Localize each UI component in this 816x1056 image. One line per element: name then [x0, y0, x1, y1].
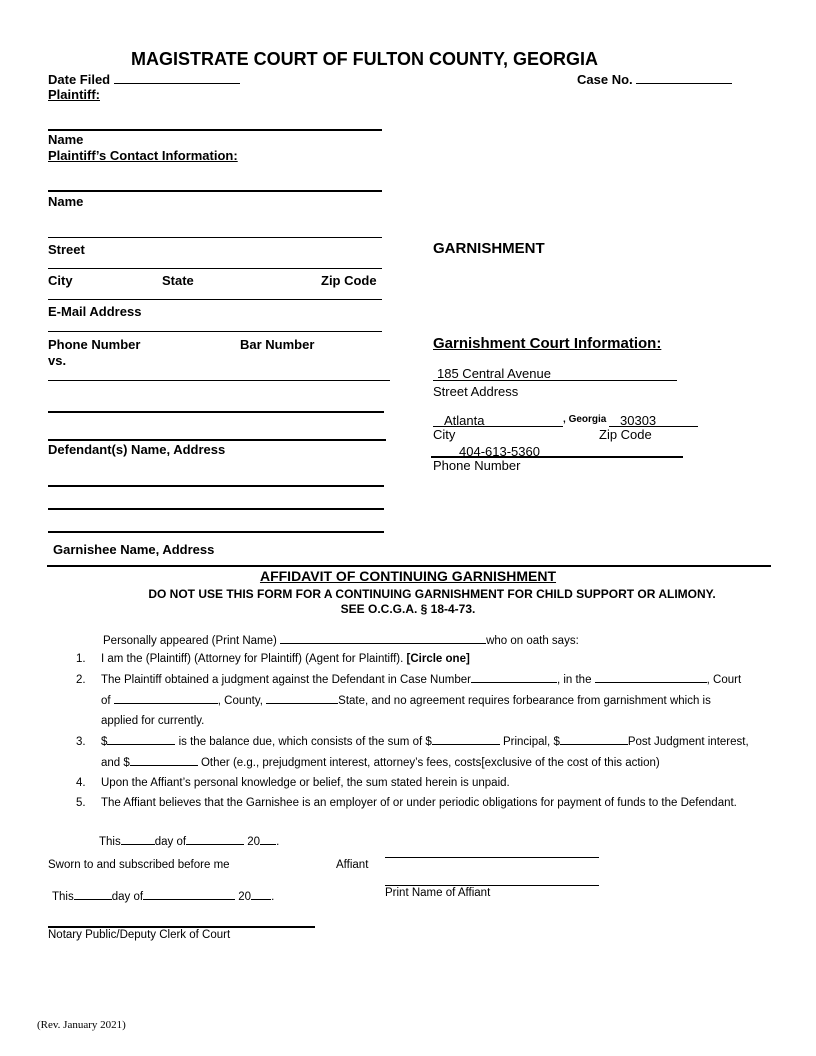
court-title: MAGISTRATE COURT OF FULTON COUNTY, GEORGIA [131, 49, 598, 69]
court-zip-value: 30303 [620, 413, 657, 428]
item-1-circle-one: [Circle one] [406, 653, 470, 665]
balance-due-blank[interactable] [107, 732, 175, 745]
plaintiff-heading: Plaintiff: [48, 87, 100, 102]
contact-name-line[interactable] [48, 190, 382, 192]
garnishee-line-1[interactable] [48, 485, 384, 487]
item-2-number: 2. [76, 674, 86, 686]
affidavit-title: AFFIDAVIT OF CONTINUING GARNISHMENT [259, 568, 557, 584]
principal-blank[interactable] [432, 732, 500, 745]
appeared-line [103, 631, 579, 647]
court-phone-value: 404-613-5360 [459, 444, 540, 459]
affidavit-warning-line-1: DO NOT USE THIS FORM FOR A CONTINUING GARNISHMENT FOR CHILD SUPPORT OR ALIMONY. [148, 587, 716, 601]
defendant-line-3[interactable] [48, 439, 386, 441]
court-street-value: 185 Central Avenue [437, 366, 551, 381]
court-city-label: City [433, 427, 456, 442]
date-filed-label: Date Filed [48, 72, 111, 87]
garnishee-line-3[interactable] [48, 531, 384, 533]
city-state-zip-line[interactable] [48, 268, 382, 269]
item-2-line-3: applied for currently. [101, 715, 205, 727]
item-5-number: 5. [76, 797, 86, 809]
item-5-text: The Affiant believes that the Garnishee is an employer of or under periodic obligations for payment of funds to the Defendant. [101, 797, 737, 809]
item-3 [101, 732, 769, 773]
item-3-line-2: and $ Other (e.g., prejudgment interest, attorney’s fees, costs[exclusive of the cost of this action) [101, 753, 769, 774]
case-no-label: Case No. [577, 72, 633, 87]
date-filed-field[interactable] [48, 71, 240, 87]
section-divider [47, 565, 771, 567]
email-label: E-Mail Address [48, 304, 142, 319]
item-2-line-1: The Plaintiff obtained a judgment against the Defendant in Case Number , in the , Court [101, 670, 769, 691]
county-blank[interactable] [114, 691, 218, 704]
affiant-date-line: This day of 20 . [99, 832, 279, 848]
zip-label: Zip Code [321, 273, 377, 288]
item-4-number: 4. [76, 777, 86, 789]
contact-name-label: Name [48, 194, 84, 209]
print-name-affiant-label: Print Name of Affiant [385, 887, 491, 899]
court-street-label: Street Address [433, 384, 519, 399]
affiant-month-blank[interactable] [186, 832, 244, 845]
phone-bar-line[interactable] [48, 331, 382, 332]
item-3-line-1: $ is the balance due, which consists of the sum of $ Principal, $ Post Judgment interest, [101, 732, 769, 753]
defendant-line-1[interactable] [48, 380, 390, 381]
item-3-number: 3. [76, 736, 86, 748]
affiant-print-name-line[interactable] [385, 885, 599, 886]
case-no-blank[interactable] [636, 71, 732, 84]
plaintiff-name-label: Name [48, 132, 84, 147]
other-amount-blank[interactable] [130, 753, 198, 766]
date-filed-blank[interactable] [114, 71, 240, 84]
street-label: Street [48, 242, 85, 257]
notary-day-blank[interactable] [74, 887, 112, 900]
garnishee-line-2[interactable] [48, 508, 384, 510]
appeared-suffix: who on oath says: [486, 635, 579, 647]
court-name-blank[interactable] [595, 670, 707, 683]
appeared-prefix: Personally appeared (Print Name) [103, 635, 277, 647]
affiant-day-blank[interactable] [121, 832, 155, 845]
plaintiff-contact-heading: Plaintiff’s Contact Information: [48, 148, 238, 163]
street-line[interactable] [48, 237, 382, 238]
affiant-year-blank[interactable] [260, 832, 276, 845]
notary-month-blank[interactable] [143, 887, 235, 900]
court-state-value: , Georgia [563, 414, 607, 425]
revision-note: (Rev. January 2021) [37, 1019, 126, 1031]
garnishee-label: Garnishee Name, Address [53, 542, 215, 557]
notary-label: Notary Public/Deputy Clerk of Court [48, 929, 231, 941]
court-info-heading: Garnishment Court Information: [433, 335, 662, 352]
email-line[interactable] [48, 299, 382, 300]
notary-signature-line[interactable] [48, 926, 315, 928]
item-1-text: I am the (Plaintiff) (Attorney for Plaintiff) (Agent for Plaintiff). [101, 653, 404, 665]
sworn-text: Sworn to and subscribed before me [48, 859, 230, 871]
item-1 [101, 649, 769, 670]
state-label: State [162, 273, 194, 288]
affidavit-warning-line-2: SEE O.C.G.A. § 18-4-73. [340, 602, 476, 616]
item-1-number: 1. [76, 653, 86, 665]
notary-date-line: This day of 20 . [52, 887, 274, 903]
phone-label: Phone Number [48, 337, 141, 352]
notary-year-blank[interactable] [251, 887, 271, 900]
affiant-label: Affiant [336, 859, 369, 871]
garnishment-title: GARNISHMENT [433, 240, 545, 257]
item-2 [101, 670, 769, 732]
defendant-label: Defendant(s) Name, Address [48, 442, 226, 457]
court-street-line [433, 380, 677, 381]
affiant-signature-line[interactable] [385, 857, 599, 858]
court-zip-label: Zip Code [599, 427, 652, 442]
court-phone-label: Phone Number [433, 458, 521, 473]
plaintiff-name-line[interactable] [48, 129, 382, 131]
defendant-line-2[interactable] [48, 411, 384, 413]
case-no-field[interactable] [577, 71, 732, 87]
state-blank[interactable] [266, 691, 338, 704]
case-number-blank[interactable] [471, 670, 557, 683]
post-judgment-interest-blank[interactable] [560, 732, 628, 745]
item-2-line-2: of , County, State, and no agreement requires forbearance from garnishment which is [101, 691, 769, 712]
bar-number-label: Bar Number [240, 337, 315, 352]
item-4-text: Upon the Affiant’s personal knowledge or belief, the sum stated herein is unpaid. [101, 777, 510, 789]
affiant-print-name-blank[interactable] [280, 631, 486, 644]
court-city-value: Atlanta [444, 413, 485, 428]
vs-label: vs. [48, 353, 67, 368]
city-label: City [48, 273, 73, 288]
